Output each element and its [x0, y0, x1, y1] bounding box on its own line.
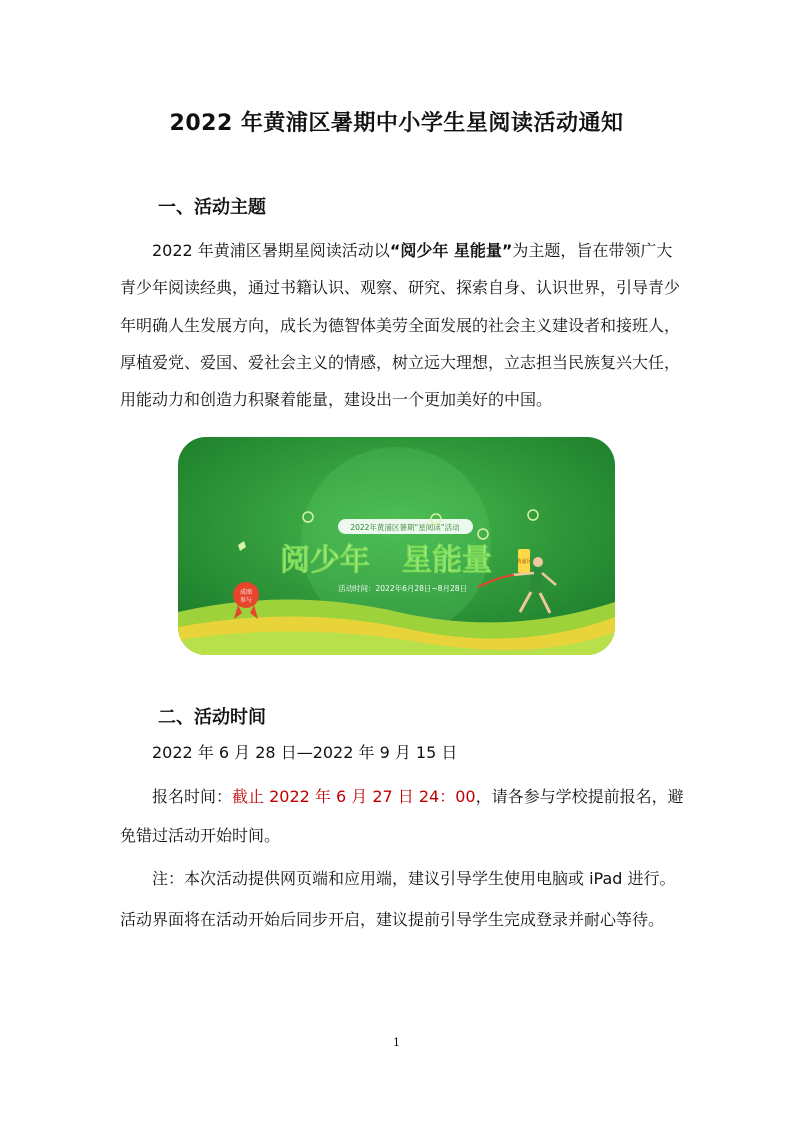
note-line-1: 注：本次活动提供网页端和应用端，建议引导学生使用电脑或 iPad 进行。 — [152, 869, 676, 888]
registration-line-2: 免错过活动开始时间。 — [120, 826, 281, 845]
section1-heading: 一、活动主题 — [158, 197, 266, 218]
paragraph-line: 2022 年黄浦区暑期星阅读活动以“阅少年 星能量”为主题，旨在带领广大 — [152, 241, 673, 260]
paragraph-line: 青少年阅读经典，通过书籍认识、观察、研究、探索自身、认识世界，引导青少 — [120, 278, 681, 298]
registration-deadline: 截止 2022 年 6 月 27 日 24：00 — [232, 787, 476, 806]
paragraph-line: 年明确人生发展方向，成长为德智体美劳全面发展的社会主义建设者和接班人， — [120, 315, 681, 335]
page-number: 1 — [393, 1036, 400, 1049]
section2-heading: 二、活动时间 — [158, 707, 266, 728]
banner-graphic — [178, 437, 615, 655]
svg-text:参与: 参与 — [239, 597, 253, 604]
banner-pill-text: 2022年黄浦区暑期“星阅读”活动 — [350, 523, 460, 532]
note-line-2: 活动界面将在活动开始后同步开启，建议提前引导学生完成登录并耐心等待。 — [120, 910, 665, 929]
banner-main-left: 阅少年 — [280, 543, 370, 578]
paragraph-line: 厚植爱党、爱国、爱社会主义的情感，树立远大理想，立志担当民族复兴大任， — [120, 352, 681, 372]
activity-banner-image — [178, 437, 615, 655]
banner-main-right: 星能量 — [402, 543, 492, 578]
registration-rest: ，请各参与学校提前报名，避 — [475, 787, 684, 806]
registration-line — [152, 784, 684, 807]
banner-tag-text: 黄浦区 — [516, 559, 532, 565]
registration-label: 报名时间： — [152, 787, 233, 806]
banner-date: 活动时间：2022年6月28日~8月28日 — [338, 584, 468, 593]
svg-text:成图: 成图 — [239, 589, 253, 596]
activity-date-range: 2022 年 6 月 28 日—2022 年 9 月 15 日 — [152, 743, 458, 762]
theme-quote: “阅少年 星能量” — [389, 241, 513, 260]
document-title: 2022 年黄浦区暑期中小学生星阅读活动通知 — [169, 111, 624, 136]
section1-paragraph — [120, 232, 680, 418]
paragraph-line: 用能动力和创造力积聚着能量，建设出一个更加美好的中国。 — [120, 390, 553, 410]
